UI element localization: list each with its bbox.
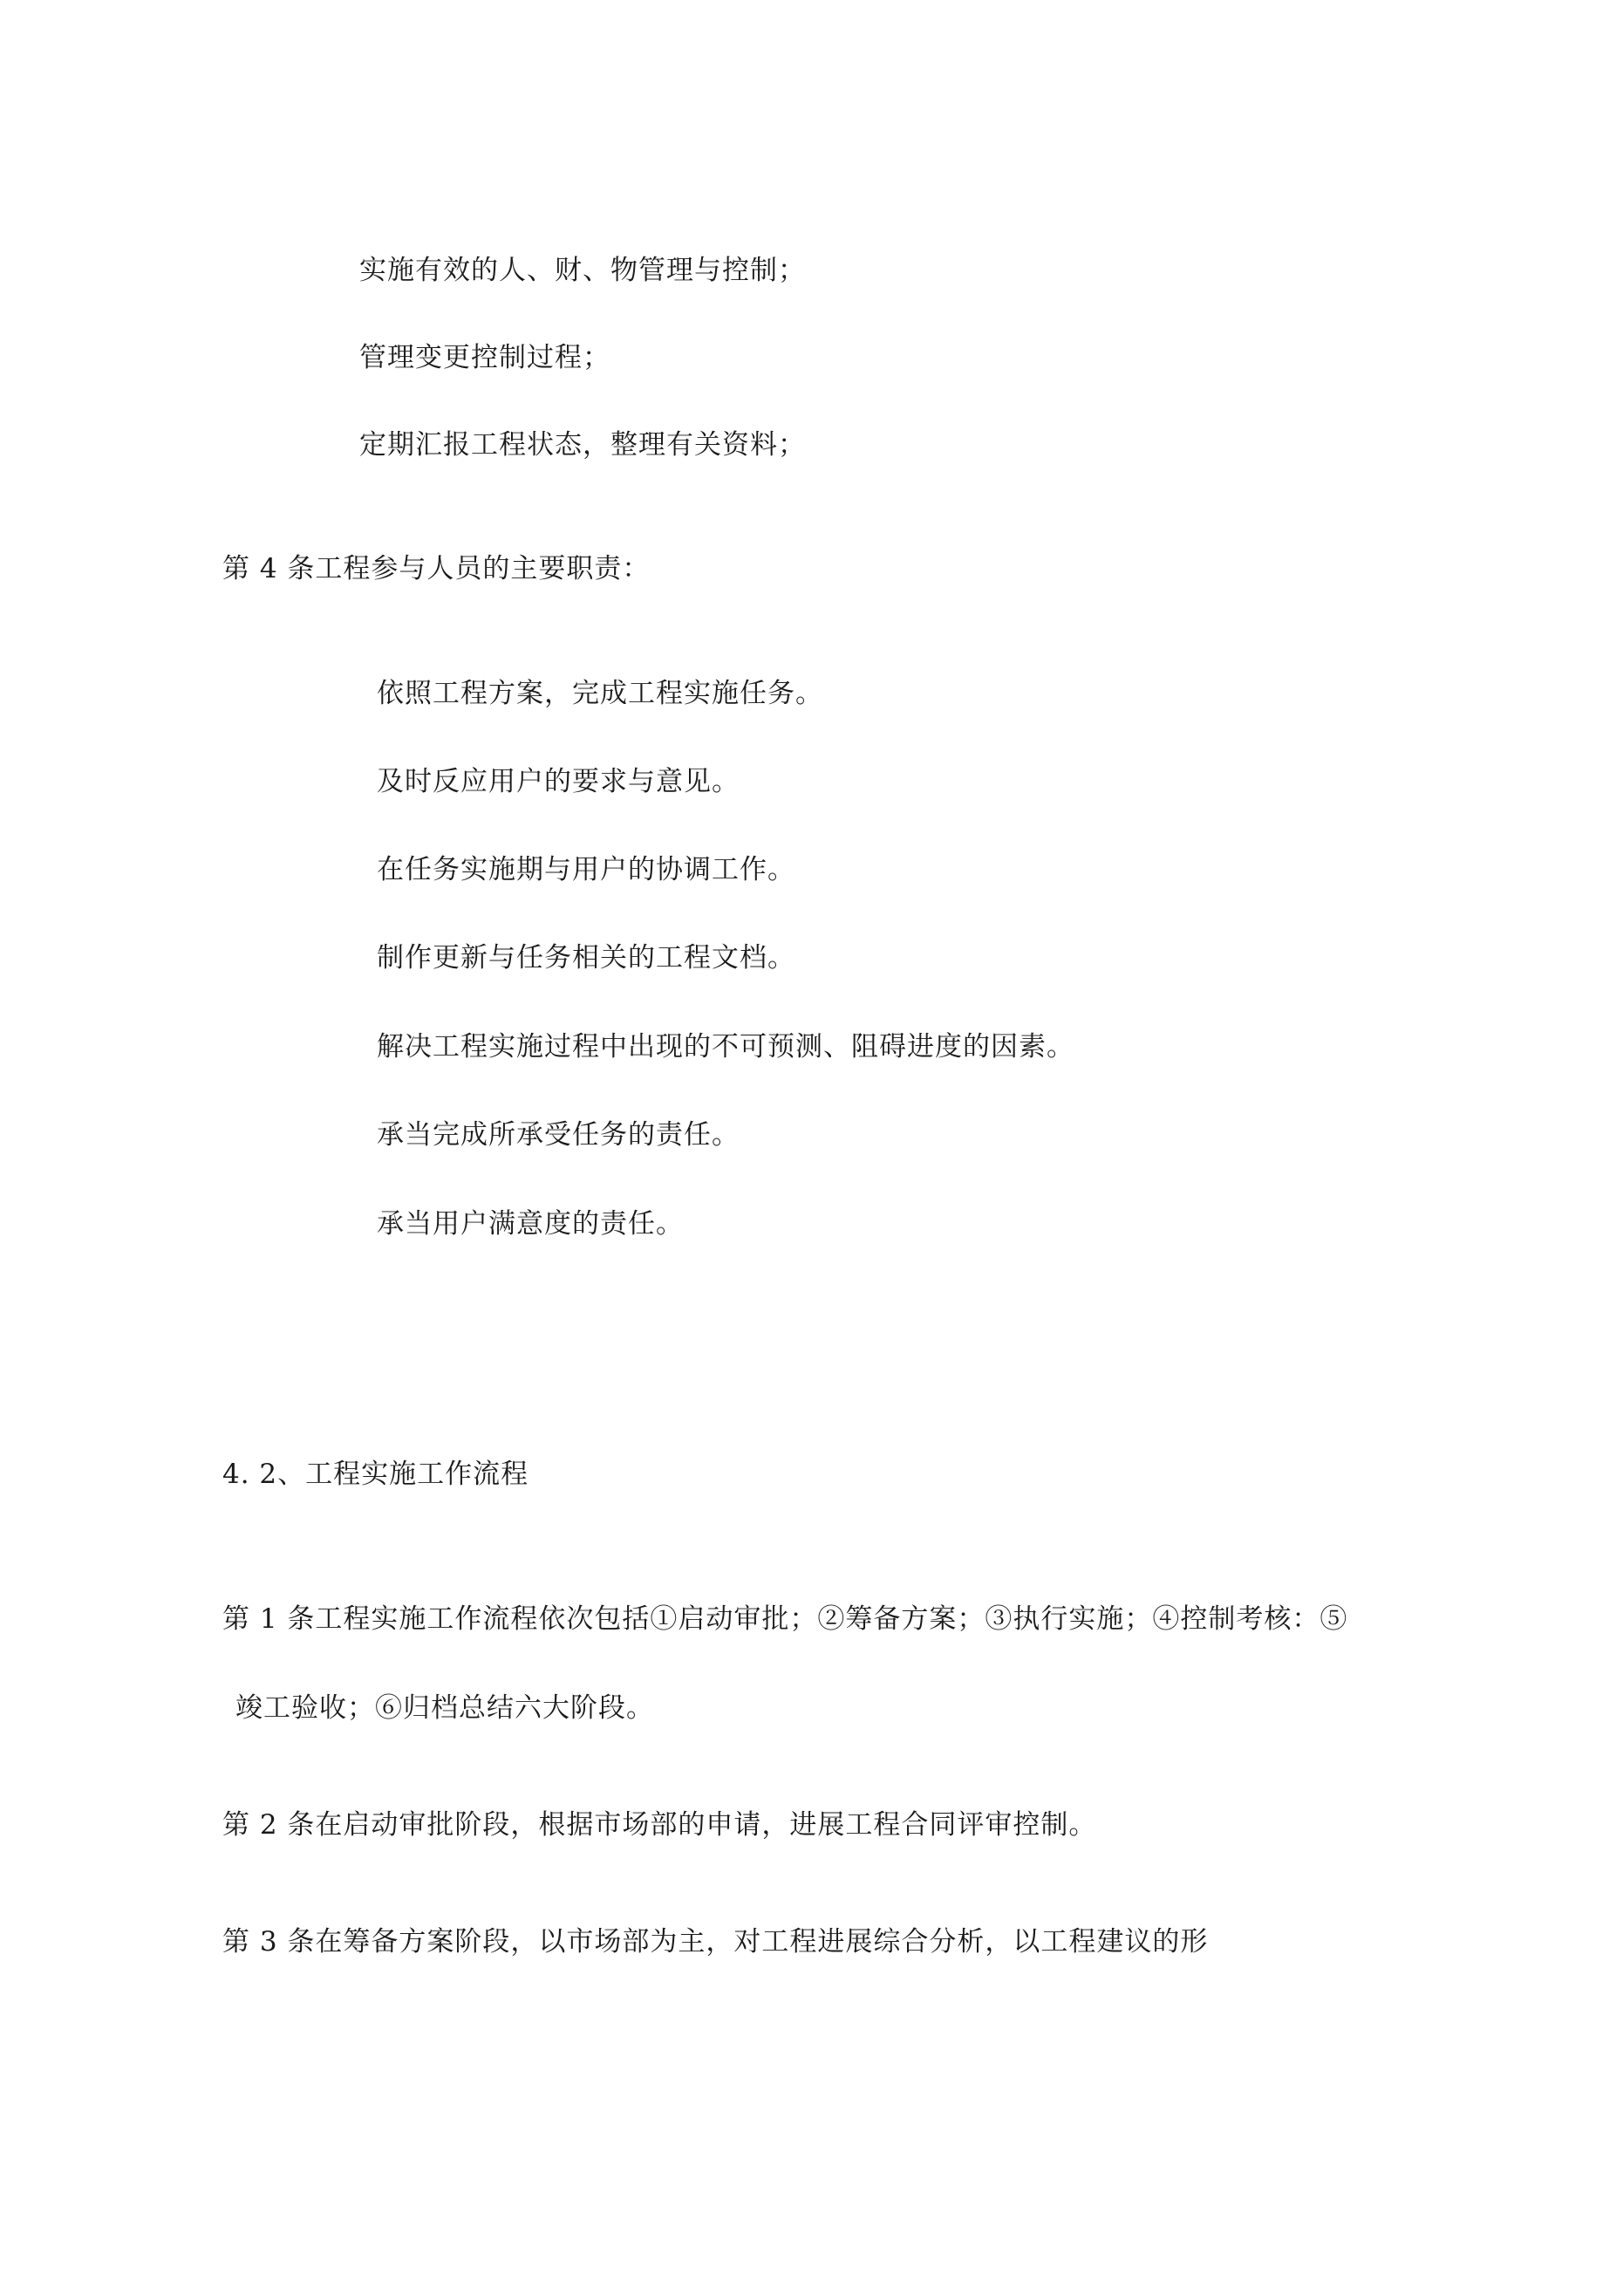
duty-item: 在任务实施期与用户的协调工作。	[377, 854, 795, 885]
duty-item: 承当用户满意度的责任。	[377, 1208, 684, 1240]
article-1-text-continued: 竣工验收；⑥归档总结六大阶段。	[235, 1692, 654, 1724]
duty-item: 依照工程方案，完成工程实施任务。	[377, 678, 823, 709]
article-2-text: 第 2 条在启动审批阶段，根据市场部的申请，进展工程合同评审控制。	[222, 1809, 1097, 1841]
section-title: 4. 2、工程实施工作流程	[222, 1459, 529, 1490]
responsibility-item: 实施有效的人、财、物管理与控制；	[359, 255, 806, 286]
duty-item: 制作更新与任务相关的工程文档。	[377, 942, 795, 974]
duty-item: 及时反应用户的要求与意见。	[377, 766, 740, 797]
article-1-text: 第 1 条工程实施工作流程依次包括①启动审批；②筹备方案；③执行实施；④控制考核：⑤	[222, 1603, 1348, 1635]
responsibility-item: 管理变更控制过程；	[359, 342, 610, 373]
responsibility-item: 定期汇报工程状态，整理有关资料；	[359, 429, 806, 461]
article-3-text: 第 3 条在筹备方案阶段，以市场部为主，对工程进展综合分析，以工程建议的形	[222, 1926, 1209, 1958]
duty-item: 承当完成所承受任务的责任。	[377, 1119, 740, 1151]
article-4-heading: 第 4 条工程参与人员的主要职责：	[222, 553, 651, 584]
duty-item: 解决工程实施过程中出现的不可预测、阻碍进度的因素。	[377, 1031, 1074, 1063]
